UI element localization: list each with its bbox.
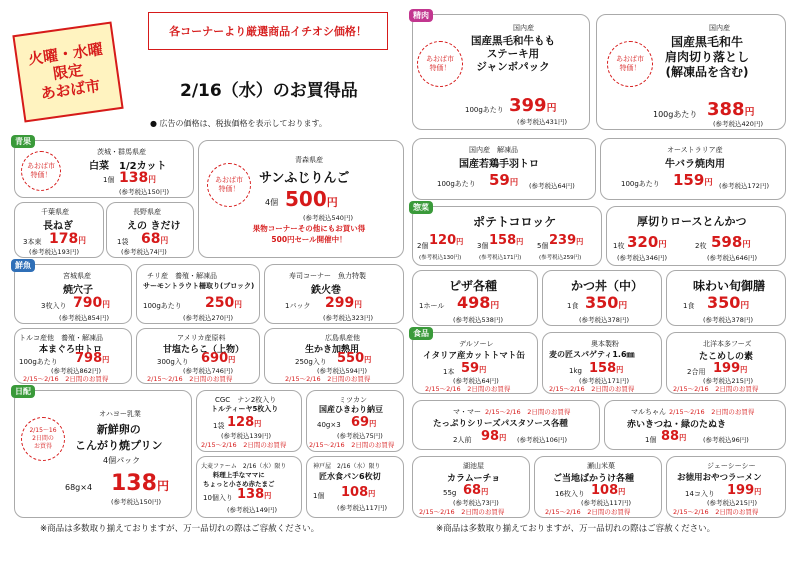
fish-item-tekka <box>264 264 404 324</box>
item-price: 59円 <box>489 171 519 189</box>
item-unit: 100gあたり <box>143 302 182 310</box>
item-unit: 55g <box>443 489 457 497</box>
item-price: 399円 <box>509 95 557 116</box>
aoba-promo-badge <box>207 163 251 207</box>
item-date: 2/15〜2/16 2日間のお買得 <box>425 385 511 393</box>
item-price: 598円 <box>711 233 751 251</box>
item-name: 匠水食パン6枚切 <box>319 472 381 481</box>
item-tax: (参考税込64円) <box>529 182 575 190</box>
grocery-item-tomato <box>412 329 538 394</box>
item-unit: 100gあたり <box>621 180 660 188</box>
item-name: 国産ひきわり納豆 <box>319 405 383 414</box>
item-origin: 茨城・群馬県産 <box>97 148 146 156</box>
item-tax: (参考税込74円) <box>121 248 167 256</box>
meat-item-momo <box>412 11 590 130</box>
item-unit: 1パック <box>285 302 311 310</box>
daily-item-bread <box>306 456 404 518</box>
item-origin: 神戸屋 2/16（水）限り <box>313 463 381 470</box>
item-origin: 瀬山米菓 <box>587 462 615 470</box>
grocery-item-kitsune <box>604 400 786 450</box>
grocery-item-ramen <box>666 456 786 518</box>
meat-item-kata <box>596 14 786 130</box>
item-unit: 1袋 <box>117 238 129 246</box>
item-origin: トルコ産他 養殖・解凍品 <box>19 334 103 342</box>
item-tax: (参考税込215円) <box>703 377 753 385</box>
item-tax: (参考税込139円) <box>221 432 271 440</box>
item-tax: (参考税込540円) <box>303 214 353 222</box>
item-unit: 1枚 <box>613 242 625 250</box>
item-price: 199円 <box>727 483 762 498</box>
item-origin: デルソーレ <box>459 340 494 348</box>
item-origin: 北洋本多フーズ <box>703 340 752 348</box>
item-date: 2/15〜2/16 2日間のお買得 <box>309 441 395 449</box>
item-origin: アメリカ産原料 <box>177 334 226 342</box>
item-date: 2/15〜2/16 2日間のお買得 <box>673 385 759 393</box>
item-price: 108円 <box>591 483 626 498</box>
item-unit: 1個 <box>103 176 115 184</box>
item-date: 2/15〜2/16 2日間のお買得 <box>485 408 571 416</box>
item-tax: (参考税込75円) <box>337 432 383 440</box>
item-origin: 国内産 <box>709 24 730 32</box>
item-date: 2/15〜2/16 2日間のお買得 <box>285 375 371 383</box>
item-tax: (参考税込378円) <box>703 316 753 324</box>
item-price: 239円 <box>549 233 584 248</box>
item-price: 159円 <box>673 171 713 189</box>
item-unit: 100gあたり <box>465 106 504 114</box>
veg-item-apple <box>198 140 404 258</box>
deli-item-gozen <box>666 270 786 326</box>
item-name: 鉄火巻 <box>311 285 341 296</box>
fish-item-kaki <box>264 328 404 384</box>
item-unit: 10個入り <box>203 494 233 502</box>
item-price: 199円 <box>713 361 748 376</box>
item-tax: (参考税込346円) <box>617 254 667 262</box>
aoba-promo-badge <box>607 41 653 87</box>
item-origin: 寿司コーナー 魚力特製 <box>289 272 366 280</box>
item-price: 158円 <box>489 233 524 248</box>
item-name: 料理上手なママに ちょっと小さめ赤たまご <box>203 471 275 488</box>
item-tax: (参考税込215円) <box>707 499 757 507</box>
item-unit: 1個 <box>313 492 325 500</box>
grocery-item-bakauke <box>534 456 662 518</box>
item-name: イタリア産カットトマト缶 <box>423 351 525 361</box>
item-price: 120円 <box>429 233 464 248</box>
item-price: 790円 <box>73 295 110 311</box>
item-tax: (参考税込378円) <box>579 316 629 324</box>
item-name: 白菜 1/2カット <box>89 161 167 172</box>
item-unit: 3枚入り <box>41 302 67 310</box>
item-price: 320円 <box>627 233 667 251</box>
aoba-promo-text: あおば市 特価！ <box>27 161 55 179</box>
item-price: 299円 <box>325 295 362 311</box>
aoba-promo-text: あおば市 特価！ <box>215 175 243 193</box>
banner-text: 各コーナーより厳選商品イチオシ価格！ <box>169 25 367 38</box>
item-origin: マ・マー <box>453 408 481 416</box>
item-origin: オハヨー乳業 <box>99 410 141 418</box>
item-tax: (参考税込259円) <box>539 255 582 261</box>
item-unit: 1本 <box>443 368 455 376</box>
item-price: 59円 <box>461 361 487 376</box>
grocery-item-pasta-sauce <box>412 400 600 450</box>
grocery-item-spaghetti <box>542 332 662 394</box>
day-badge <box>12 21 123 122</box>
item-unit: 2枚 <box>695 242 707 250</box>
item-price: 498円 <box>457 293 500 312</box>
item-origin: 長野県産 <box>133 208 161 216</box>
item-origin: マルちゃん <box>631 408 666 416</box>
item-name: かつ丼（中） <box>571 279 644 293</box>
item-tax: (参考税込862円) <box>51 367 101 375</box>
fish-item-anago <box>14 261 132 324</box>
section-tag-grocery: 食品 <box>409 327 433 340</box>
item-price: 690円 <box>201 351 236 366</box>
fish-item-maguro <box>14 328 132 384</box>
item-origin: 国内産 解凍品 <box>469 146 518 154</box>
section-tag-deli: 惣菜 <box>409 201 433 214</box>
daily-item-eggs <box>196 456 302 518</box>
tax-note: ● 広告の価格は、税抜価格を表示しております。 <box>150 119 327 128</box>
item-origin: 広島県産他 <box>325 334 360 342</box>
item-tax: (参考税込270円) <box>183 314 233 322</box>
item-name: 生かき加熱用 <box>305 345 360 355</box>
item-tax: (参考税込130円) <box>419 255 462 261</box>
item-tax: (参考税込150円) <box>111 498 161 506</box>
veg-item-negi <box>14 202 104 258</box>
item-tax: (参考税込96円) <box>703 436 749 444</box>
item-name: 本まぐろ中トロ <box>39 345 103 355</box>
date-title-text: 2/16（水）のお買得品 <box>180 80 358 101</box>
item-unit: 1食 <box>567 302 579 310</box>
item-price: 128円 <box>227 415 262 430</box>
item-unit: 4個パック <box>103 456 141 465</box>
item-tax: (参考税込854円) <box>59 314 109 322</box>
meat-item-teba <box>412 138 596 200</box>
item-name: カラムーチョ <box>447 474 501 484</box>
item-unit: 5個 <box>537 242 549 250</box>
item-price: 68円 <box>141 231 169 247</box>
item-price: 158円 <box>589 361 624 376</box>
item-name: 味わい旬御膳 <box>693 279 766 293</box>
item-name: 赤いきつね・緑のたぬき <box>627 420 727 430</box>
item-price: 178円 <box>49 231 86 247</box>
item-unit: 1ホール <box>419 302 445 310</box>
item-date: 2/15〜2/16 2日間のお買得 <box>201 441 287 449</box>
item-unit: 3本束 <box>23 238 42 246</box>
item-unit: 1個 <box>645 436 657 444</box>
item-tax: (参考税込746円) <box>183 367 233 375</box>
item-unit: 1食 <box>683 302 695 310</box>
footer-note-left: ※商品は多数取り揃えておりますが、万一品切れの際はご容赦ください。 <box>40 524 320 534</box>
item-origin: ミツカン <box>339 396 367 404</box>
item-name: お徳用おやつラーメン <box>677 473 762 483</box>
meat-item-bara <box>600 138 786 200</box>
item-unit: 14コ入り <box>685 490 715 498</box>
item-tax: (参考税込646円) <box>707 254 757 262</box>
item-date: 2/15〜2/16 2日間のお買得 <box>23 375 109 383</box>
item-name: ピザ各種 <box>449 279 498 293</box>
item-price: 388円 <box>707 99 755 120</box>
footer-note-right: ※商品は多数取り揃えておりますが、万一品切れの際はご容赦ください。 <box>436 524 716 534</box>
item-tax: (参考税込323円) <box>323 314 373 322</box>
item-tax: (参考税込64円) <box>453 377 499 385</box>
item-origin: チリ産 養殖・解凍品 <box>147 272 217 280</box>
item-tax: (参考税込117円) <box>337 504 387 512</box>
fish-item-salmon <box>136 264 260 324</box>
item-price: 350円 <box>585 293 628 312</box>
item-tax: (参考税込117円) <box>581 499 631 507</box>
item-date: 2/15〜2/16 2日間のお買得 <box>147 375 233 383</box>
item-name: たっぷりシリーズパスタソース各種 <box>433 419 568 429</box>
item-price: 250円 <box>205 295 242 311</box>
item-tax: (参考税込171円) <box>479 255 522 261</box>
section-tag-vegetables: 青果 <box>11 135 35 148</box>
item-unit: 1kg <box>569 367 582 375</box>
item-price: 550円 <box>337 351 372 366</box>
item-date: 2/15〜2/16 2日間のお買得 <box>419 508 505 516</box>
date-title <box>180 72 400 104</box>
date-range-text: 2/15〜16 2日間の お買得 <box>29 427 57 450</box>
aoba-promo-badge <box>417 41 463 87</box>
item-tax: (参考税込594円) <box>317 367 367 375</box>
section-tag-fish: 鮮魚 <box>11 259 35 272</box>
item-tax: (参考税込106円) <box>517 436 567 444</box>
item-origin: 奥本製粉 <box>591 340 619 348</box>
item-name: ポテトコロッケ <box>473 215 557 229</box>
item-date: 2/15〜2/16 2日間のお買得 <box>549 385 635 393</box>
deli-item-tonkatsu <box>606 206 786 266</box>
aoba-promo-text: あおば市 特価！ <box>426 54 454 72</box>
veg-item-hakusai <box>14 137 194 198</box>
item-tax: (参考税込431円) <box>517 118 567 126</box>
item-unit: 2合用 <box>687 368 706 376</box>
grocery-item-takomeshi <box>666 332 786 394</box>
item-price: 500円 <box>285 187 338 211</box>
item-unit: 4個 <box>265 198 279 207</box>
item-unit: 40g×3 <box>317 421 341 429</box>
sale-note: 果物コーナーその他にもお買い得 500円セール開催中！ <box>252 224 366 244</box>
deli-item-katsudon <box>542 270 662 326</box>
item-name: 甘塩たらこ（上物） <box>163 345 245 355</box>
item-origin: 国内産 <box>513 24 534 32</box>
tax-note-text: 広告の価格は、税抜価格を表示しております。 <box>159 119 327 128</box>
item-origin: CGC ナン2枚入り <box>215 396 277 404</box>
item-unit: 100gあたり <box>437 180 476 188</box>
item-unit: 3個 <box>477 242 489 250</box>
item-tax: (参考税込538円) <box>453 316 503 324</box>
item-price: 108円 <box>341 485 376 500</box>
item-name: えの きだけ <box>127 221 181 232</box>
item-name: ご当地ばかうけ各種 <box>553 474 635 484</box>
item-name: サンふじりんご <box>259 171 350 186</box>
item-origin: 千葉県産 <box>41 208 69 216</box>
item-price: 68円 <box>463 483 489 498</box>
aoba-promo-text: あおば市 特価！ <box>616 54 644 72</box>
item-price: 798円 <box>75 351 110 366</box>
item-unit: 1袋 <box>213 422 225 430</box>
item-price: 88円 <box>661 429 687 444</box>
veg-item-enoki <box>106 202 194 258</box>
fish-item-tarako <box>136 328 260 384</box>
item-origin: 大麦ファーム 2/16（水）限り <box>201 463 287 470</box>
item-tax: (参考税込172円) <box>719 182 769 190</box>
grocery-item-karamucho <box>412 456 530 518</box>
daily-item-natto <box>306 390 404 452</box>
item-name: 長ねぎ <box>43 221 73 232</box>
item-name: 国産若鶏手羽トロ <box>459 159 539 170</box>
item-origin: 青森県産 <box>295 156 323 164</box>
item-tax: (参考税込149円) <box>227 506 277 514</box>
daily-item-tortilla <box>196 390 302 452</box>
date-range-badge <box>21 417 65 461</box>
item-unit: 300g入り <box>157 358 189 366</box>
item-unit: 250g入り <box>295 358 327 366</box>
item-price: 138円 <box>119 170 156 186</box>
item-name: トルティーヤ5枚入り <box>211 405 279 413</box>
day-badge-text: 火曜・水曜 限定 あおば市 <box>27 40 104 103</box>
item-tax: (参考税込73円) <box>453 499 499 507</box>
banner <box>148 12 388 50</box>
item-name: 国産黒毛和牛もも ステーキ用 ジャンボパック <box>471 35 555 74</box>
item-name: サーモントラウト柵取り(ブロック) <box>143 282 255 290</box>
item-origin: 湖池屋 <box>463 462 484 470</box>
item-price: 350円 <box>707 293 750 312</box>
item-name: 新鮮卵の こんがり焼プリン <box>75 423 163 452</box>
item-name: たこめしの素 <box>699 352 754 362</box>
item-name: 国産黒毛和牛 肩肉切り落とし (解凍品を含む) <box>665 35 750 79</box>
item-date: 2/15〜2/16 2日間のお買得 <box>673 508 759 516</box>
deli-item-croquette <box>412 203 602 266</box>
item-tax: (参考税込193円) <box>29 248 79 256</box>
item-unit: 100gあたり <box>653 110 698 119</box>
item-tax: (参考税込171円) <box>579 377 629 385</box>
item-extra: 68g×4 <box>65 483 93 492</box>
section-tag-daily: 日配 <box>11 385 35 398</box>
item-date: 2/15〜2/16 2日間のお買得 <box>669 408 755 416</box>
item-price: 138円 <box>111 471 170 496</box>
item-name: 牛バラ焼肉用 <box>665 159 725 170</box>
item-unit: 2個 <box>417 242 429 250</box>
aoba-promo-badge <box>21 151 61 191</box>
daily-item-pudding <box>14 387 192 518</box>
item-tax: (参考税込150円) <box>119 188 169 196</box>
item-price: 138円 <box>237 487 272 502</box>
item-unit: 2人前 <box>453 436 472 444</box>
item-price: 98円 <box>481 429 507 444</box>
item-unit: 100gあたり <box>19 358 58 366</box>
item-origin: ジェーシーシー <box>707 462 756 470</box>
section-tag-meat: 精肉 <box>409 9 433 22</box>
deli-item-pizza <box>412 270 538 326</box>
item-date: 2/15〜2/16 2日間のお買得 <box>545 508 631 516</box>
item-price: 69円 <box>351 415 377 430</box>
item-tax: (参考税込420円) <box>713 120 763 128</box>
item-origin: オーストラリア産 <box>667 146 723 154</box>
item-unit: 16枚入り <box>555 490 585 498</box>
item-name: 焼穴子 <box>63 285 93 296</box>
item-name: 麦の匠スパゲティ1.6㎜ <box>549 350 635 359</box>
item-name: 厚切りロースとんかつ <box>637 215 747 228</box>
item-origin: 宮城県産 <box>63 272 91 280</box>
